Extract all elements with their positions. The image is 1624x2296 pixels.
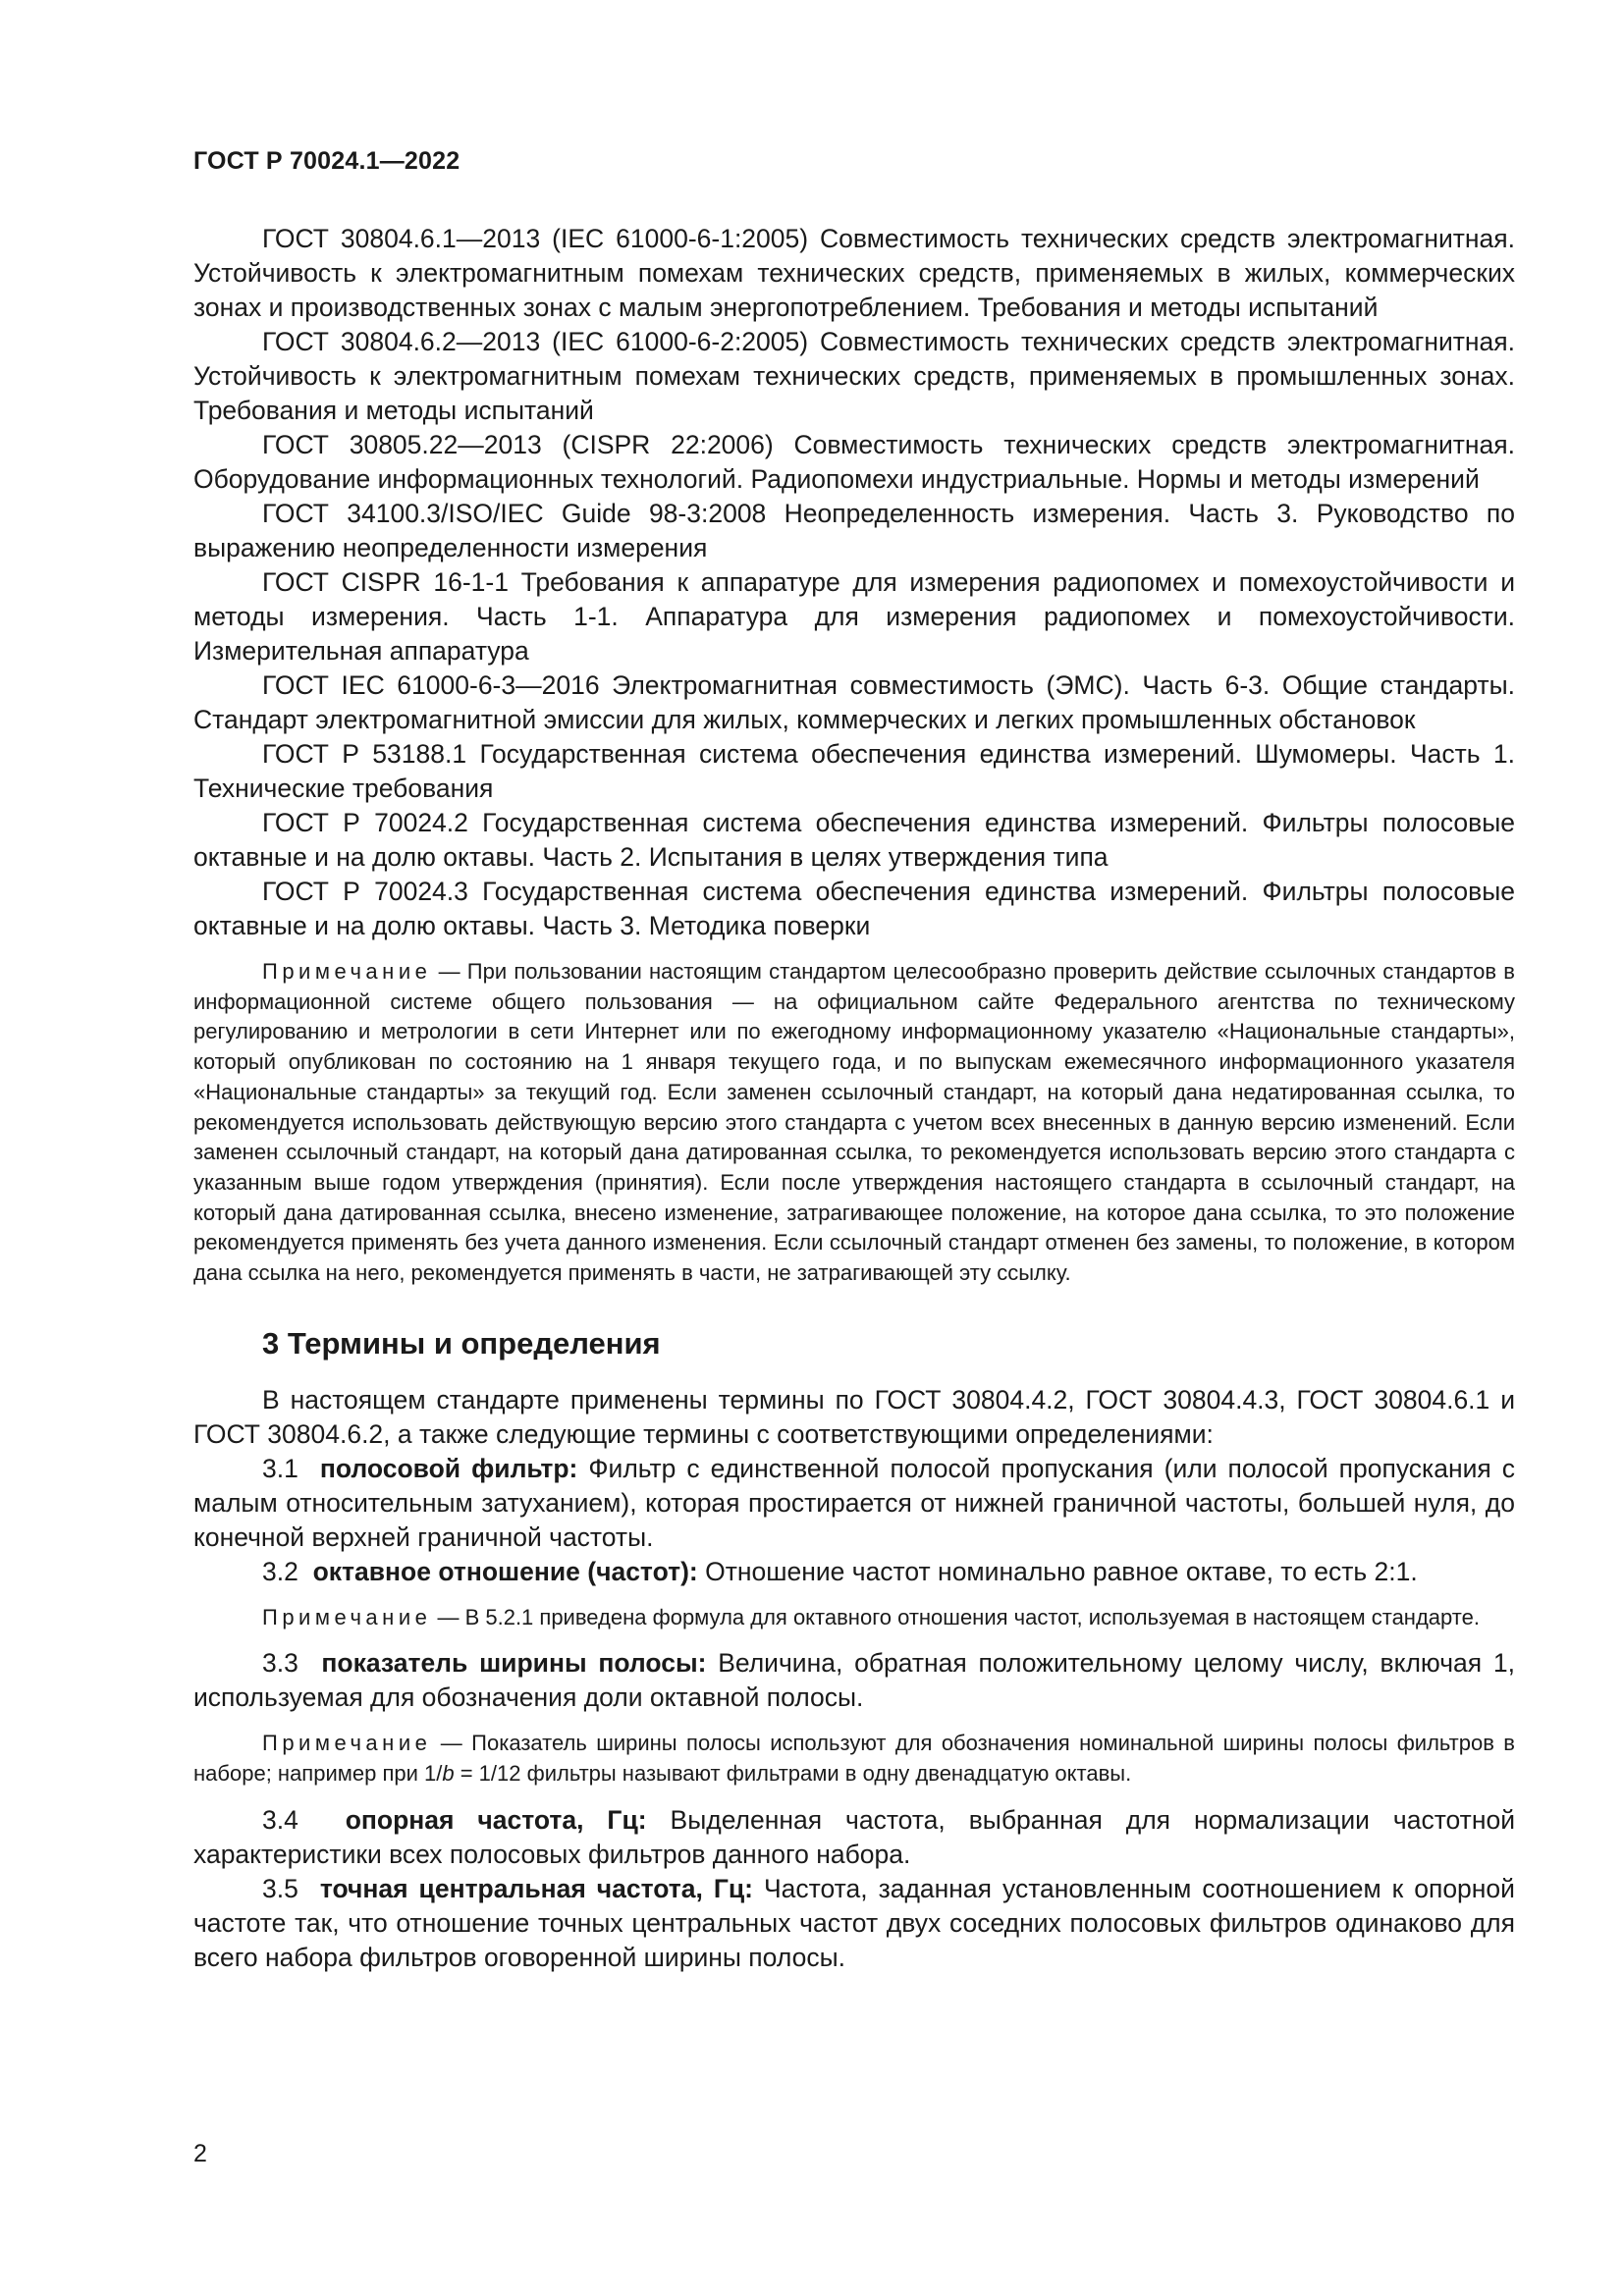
term-3-5 xyxy=(193,1872,1515,1975)
note-text-before: Показатель ширины полосы используют для обозначения номинальной ширины полосы фильтров в наборе; например при 1/ xyxy=(193,1731,1515,1787)
term-number: 3.3 xyxy=(262,1648,298,1679)
note-text: В 5.2.1 приведена формула для октавного отношения частот, используемая в настоящем стандарте. xyxy=(464,1604,1480,1629)
note-dash: — xyxy=(431,959,467,984)
note-variable: b xyxy=(442,1761,455,1787)
note-label: Примечание xyxy=(262,1604,432,1629)
note-text: При пользовании настоящим стандартом целесообразно проверить действие ссылочных стандартов в информационной системе общего пользования — на официальном сайте Федерального агентства по техническому регулированию и метрологии в сети Интернет или по ежегодному информационному указателю «Национальные стандарты», который опубликован по состоянию на 1 января текущего года, и по выпускам ежемесячного информационного указателя «Национальные стандарты» за текущий год. Если заменен ссылочный стандарт, на который дана недатированная ссылка, то рекомендуется использовать действующую версию этого стандарта с учетом всех внесенных в данную версию изменений. Если заменен ссылочный стандарт, на который дана датированная ссылка, то рекомендуется использовать версию этого стандарта с указанным выше годом утверждения (принятия). Если после утверждения настоящего стандарта в ссылочный стандарт, на который дана датированная ссылка, внесено изменение, затрагивающее положение, на которое дана ссылка, то это положение рекомендуется применять без учета данного изменения. Если ссылочный стандарт отменен без замены, то положение, в котором дана ссылка на него, рекомендуется применять в части, не затрагивающей эту ссылку. xyxy=(193,959,1515,1286)
reference-item: ГОСТ CISPR 16-1-1 Требования к аппаратуре для измерения радиопомех и помехоустойчивости и методы измерения. Часть 1-1. Аппаратура для измерения радиопомех и помехоустойчивости. Измерительная аппаратура xyxy=(193,567,1515,666)
note-dash: — xyxy=(431,1604,465,1629)
reference-item: ГОСТ 30805.22—2013 (CISPR 22:2006) Совместимость технических средств электромагнитная. Оборудование информационных технологий. Радиопомехи индустриальные. Нормы и методы измерений xyxy=(193,430,1515,494)
note-text-after: = 1/12 фильтры называют фильтрами в одну двенадцатую октавы. xyxy=(454,1761,1132,1787)
term-3-2 xyxy=(193,1555,1515,1589)
term-definition: Выделенная частота, выбранная для нормализации частотной характеристики всех полосовых фильтров данного набора. xyxy=(193,1804,1515,1869)
section-title: 3 Термины и определения xyxy=(262,1325,661,1361)
term-name: точная центральная частота, Гц: xyxy=(319,1873,754,1903)
term-number: 3.5 xyxy=(262,1873,298,1903)
document-header: ГОСТ Р 70024.1—2022 xyxy=(193,147,460,175)
term-definition: Фильтр с единственной полосой пропускания (или полосой пропускания с малым относительным затуханием), которая простирается от нижней граничной частоты, большей нуля, до конечной верхней граничной частоты. xyxy=(193,1453,1515,1552)
term-3-3 xyxy=(193,1646,1515,1715)
reference-item: ГОСТ Р 70024.3 Государственная система обеспечения единства измерений. Фильтры полосовые октавные и на долю октавы. Часть 3. Методика поверки xyxy=(193,877,1515,940)
reference-item: ГОСТ IEC 61000-6-3—2016 Электромагнитная совместимость (ЭМС). Часть 6-3. Общие стандарты. Стандарт электромагнитной эмиссии для жилых, коммерческих и легких промышленных обстановок xyxy=(193,670,1515,734)
reference-item: ГОСТ Р 70024.2 Государственная система обеспечения единства измерений. Фильтры полосовые октавные и на долю октавы. Часть 2. Испытания в целях утверждения типа xyxy=(193,808,1515,872)
references-note xyxy=(193,957,1515,1289)
page-content xyxy=(193,222,1515,1975)
term-3-2-note xyxy=(193,1603,1515,1633)
term-definition: Отношение частот номинально равное октаве, то есть 2:1. xyxy=(705,1556,1418,1586)
reference-item: ГОСТ 30804.6.2—2013 (IEC 61000-6-2:2005) Совместимость технических средств электромагнитная. Устойчивость к электромагнитным помехам технических средств, применяемых в промышленных зонах. Требования и методы испытаний xyxy=(193,327,1515,425)
term-number: 3.1 xyxy=(262,1453,298,1483)
reference-item: ГОСТ 30804.6.1—2013 (IEC 61000-6-1:2005) Совместимость технических средств электромагнитная. Устойчивость к электромагнитным помехам технических средств, применяемых в жилых, коммерческих зонах и производственных зонах с малым энергопотреблением. Требования и методы испытаний xyxy=(193,224,1515,322)
page-number: 2 xyxy=(193,2140,207,2167)
reference-item: ГОСТ Р 53188.1 Государственная система обеспечения единства измерений. Шумомеры. Часть 1. Технические требования xyxy=(193,739,1515,803)
term-3-4 xyxy=(193,1803,1515,1872)
term-definition: Величина, обратная положительному целому числу, включая 1, используемая для обозначения доли октавной полосы. xyxy=(193,1648,1515,1713)
term-3-3-note xyxy=(193,1729,1515,1789)
note-label: Примечание xyxy=(262,1731,432,1756)
term-definition: Частота, заданная установленным соотношением к опорной частоте так, что отношение точных центральных частот двух соседних полосовых фильтров одинаково для всего набора фильтров оговоренной ширины полосы. xyxy=(193,1873,1515,1972)
note-label: Примечание xyxy=(262,959,432,984)
reference-item: ГОСТ 34100.3/ISO/IEC Guide 98-3:2008 Неопределенность измерения. Часть 3. Руководство по выражению неопределенности измерения xyxy=(193,499,1515,562)
term-number: 3.2 xyxy=(262,1556,298,1586)
term-name: опорная частота, Гц: xyxy=(345,1804,647,1835)
term-name: показатель ширины полосы: xyxy=(321,1648,707,1679)
note-dash: — xyxy=(431,1731,472,1756)
section-intro: В настоящем стандарте применены термины по ГОСТ 30804.4.2, ГОСТ 30804.4.3, ГОСТ 30804.6.1 и ГОСТ 30804.6.2, а также следующие термины с соответствующими определениями: xyxy=(193,1384,1515,1449)
term-name: полосовой фильтр: xyxy=(319,1453,578,1483)
term-3-1 xyxy=(193,1452,1515,1555)
term-name: октавное отношение (частот): xyxy=(312,1556,698,1586)
term-number: 3.4 xyxy=(262,1804,298,1835)
